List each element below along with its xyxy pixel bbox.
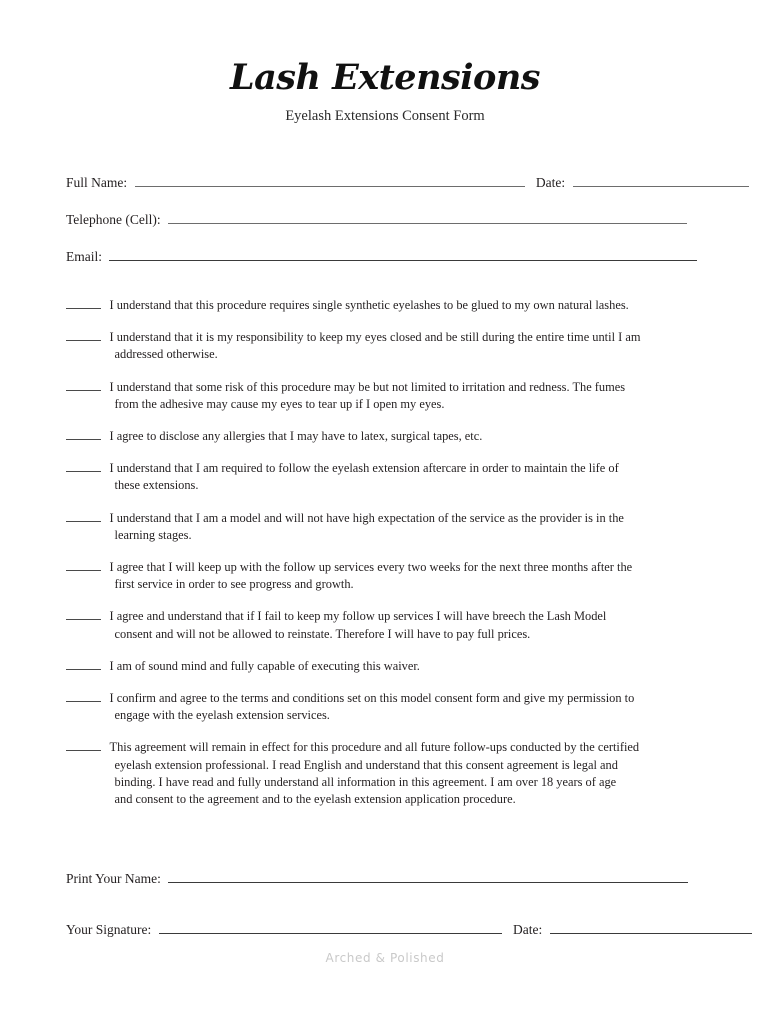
consent-item-line: I understand that some risk of this procedure may be but not limited to irritation and redness. The fumes	[109, 379, 626, 394]
consent-item-line: from the adhesive may cause my eyes to tear up if I open my eyes.	[114, 396, 445, 411]
email-input[interactable]	[109, 248, 697, 261]
consent-item	[66, 658, 700, 675]
consent-item-line: I agree that I will keep up with the follow up services every two weeks for the next three months after the	[109, 560, 633, 575]
consent-item-text	[66, 297, 700, 314]
consent-item-text	[66, 559, 700, 593]
page-title: Lash Extensions	[229, 57, 541, 98]
initials-blank[interactable]	[66, 471, 101, 472]
telephone-row	[66, 211, 689, 229]
date-label-top: Date:	[535, 175, 566, 190]
consent-item-text	[66, 510, 700, 544]
footer-brand: Arched & Polished	[325, 951, 445, 965]
consent-item-line: I understand that I am required to follow the eyelash extension aftercare in order to maintain the life of	[109, 461, 619, 476]
email-row	[66, 248, 699, 266]
initials-blank[interactable]	[66, 521, 101, 522]
initials-blank[interactable]	[66, 701, 101, 702]
email-label: Email:	[66, 249, 102, 264]
consent-item-line: I agree and understand that if I fail to keep my follow up services I will have breech the Lash Model	[109, 609, 607, 624]
consent-item	[66, 297, 700, 314]
consent-item	[66, 460, 700, 494]
consent-item-line: I confirm and agree to the terms and conditions set on this model consent form and give my permission to	[109, 691, 635, 706]
consent-item-line: engage with the eyelash extension services.	[114, 708, 330, 723]
initials-blank[interactable]	[66, 390, 101, 391]
consent-item-line: first service in order to see progress and growth.	[114, 577, 354, 592]
date-input-top[interactable]	[573, 174, 749, 187]
consent-item-line: I understand that it is my responsibility to keep my eyes closed and be still during the entire time until I am	[109, 330, 641, 345]
consent-item	[66, 690, 700, 724]
full-name-input[interactable]	[135, 174, 525, 187]
consent-item-line: addressed otherwise.	[114, 347, 218, 362]
consent-item-line: learning stages.	[114, 527, 192, 542]
full-name-date-row	[66, 174, 751, 192]
initials-blank[interactable]	[66, 308, 101, 309]
consent-item-line: and consent to the agreement and to the eyelash extension application procedure.	[114, 792, 516, 807]
signature-label: Your Signature:	[66, 922, 152, 937]
consent-item-text	[66, 690, 700, 724]
consent-item	[66, 510, 700, 544]
consent-item-text	[66, 608, 700, 642]
print-name-label: Print Your Name:	[66, 871, 161, 886]
consent-item	[66, 739, 700, 808]
date-input-bottom[interactable]	[550, 921, 752, 934]
consent-item-line: I understand that this procedure requires single synthetic eyelashes to be glued to my own natural lashes.	[109, 298, 629, 312]
initials-blank[interactable]	[66, 750, 101, 751]
consent-item	[66, 428, 700, 445]
page-subtitle: Eyelash Extensions Consent Form	[285, 108, 485, 124]
consent-item-text	[66, 460, 700, 494]
consent-item-text	[66, 329, 700, 363]
consent-item	[66, 608, 700, 642]
consent-items-list	[66, 297, 700, 823]
print-name-input[interactable]	[168, 870, 688, 883]
consent-item-line: I agree to disclose any allergies that I may have to latex, surgical tapes, etc.	[109, 429, 483, 444]
telephone-input[interactable]	[168, 211, 687, 224]
consent-item-line: This agreement will remain in effect for this procedure and all future follow-ups conducted by the certified	[109, 740, 640, 755]
initials-blank[interactable]	[66, 340, 101, 341]
consent-item-line: eyelash extension professional. I read English and understand that this consent agreement is legal and	[114, 757, 618, 772]
consent-item	[66, 379, 700, 413]
consent-item-text	[66, 658, 700, 675]
signature-row	[66, 921, 754, 939]
consent-item-text	[66, 379, 700, 413]
initials-blank[interactable]	[66, 619, 101, 620]
full-name-label: Full Name:	[66, 175, 128, 190]
date-label-bottom: Date:	[513, 922, 543, 937]
initials-blank[interactable]	[66, 669, 101, 670]
consent-item	[66, 559, 700, 593]
telephone-label: Telephone (Cell):	[66, 212, 161, 227]
consent-item-line: I am of sound mind and fully capable of executing this waiver.	[109, 658, 420, 673]
consent-item	[66, 329, 700, 363]
consent-item-line: these extensions.	[114, 478, 199, 493]
print-name-row	[66, 870, 690, 888]
signature-input[interactable]	[159, 921, 502, 934]
initials-blank[interactable]	[66, 439, 101, 440]
initials-blank[interactable]	[66, 570, 101, 571]
consent-item-line: I understand that I am a model and will not have high expectation of the service as the provider is in the	[109, 510, 624, 525]
consent-item-text	[66, 739, 700, 808]
consent-item-line: binding. I have read and fully understand all information in this agreement. I am over 18 years of age	[114, 774, 617, 789]
consent-item-line: consent and will not be allowed to reinstate. Therefore I will have to pay full prices.	[114, 626, 531, 641]
consent-item-text	[66, 428, 700, 445]
